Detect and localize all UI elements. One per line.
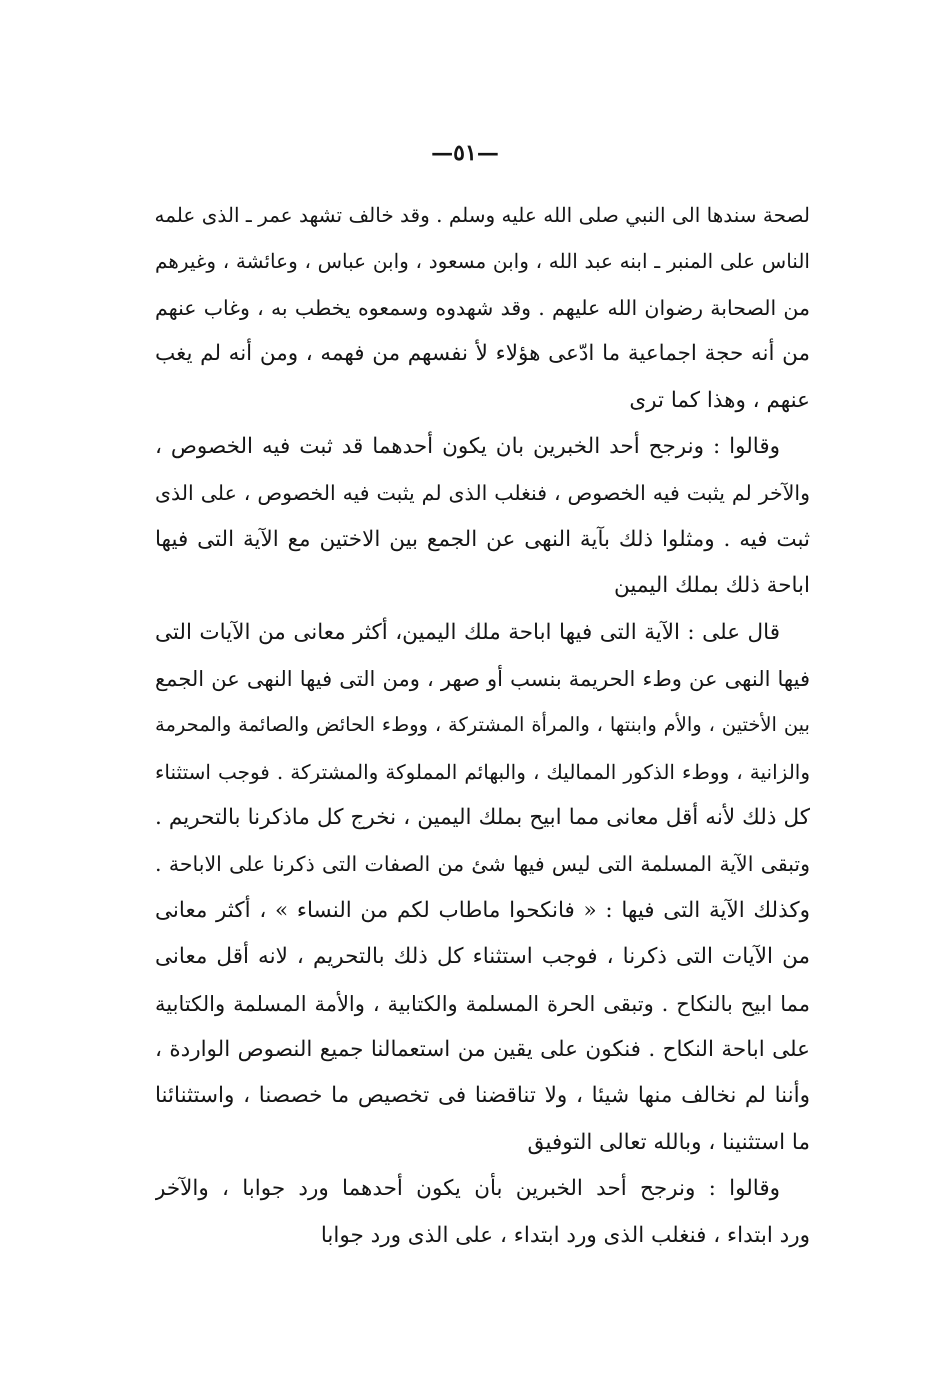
text-line: ورد ابتداء ، فنغلب الذى ورد ابتداء ، على الذى ورد جوابا — [320, 1222, 810, 1248]
text-line: بين الأختين ، والأم وابنتها ، والمرأة المشتركة ، ووطء الحائض والصائمة والمحرمة — [155, 713, 810, 737]
text-line: وكذلك الآية التى فيها : « فانكحوا ماطاب لكم من النساء » ، أكثر معانى — [155, 897, 810, 923]
text-line: وأننا لم نخالف منها شيئا ، ولا تناقضنا فى تخصيص ما خصصنا ، واستثنائنا — [155, 1083, 810, 1109]
text-line: اباحة ذلك بملك اليمين — [613, 573, 810, 599]
text-line: كل ذلك لأنه أقل معانى مما ابيح بملك اليمين ، نخرج كل ماذكرنا بالتحريم . — [155, 805, 810, 831]
text-line: الناس على المنبر ـ ابنه عبد الله ، وابن مسعود ، وابن عباس ، وعائشة ، وغيرهم — [155, 249, 810, 274]
text-line: من الآيات التى ذكرنا ، فوجب استثناء كل ذلك بالتحريم ، لانه أقل معانى — [155, 944, 810, 970]
text-line: مما ابيح بالنكاح . وتبقى الحرة المسلمة والكتابية ، والأمة المسلمة والكتابية — [155, 991, 810, 1016]
text-line: فيها النهى عن وطء الحريمة بنسب أو صهر ، ومن التى فيها النهى عن الجمع — [155, 666, 810, 691]
text-line: والزانية ، ووطء الذكور المماليك ، والبهائم المملوكة والمشتركة . فوجب استثناء — [155, 759, 810, 784]
text-line: على اباحة النكاح . فنكون على يقين من استعمالنا جميع النصوص الواردة ، — [155, 1037, 810, 1063]
text-line: ثبت فيه . ومثلوا ذلك بآية النهى عن الجمع بين الاختين مع الآية التى فيها — [155, 526, 810, 552]
text-line: وقالوا : ونرجح أحد الخبرين بأن يكون أحدهما ورد جوابا ، والآخر — [155, 1176, 780, 1202]
text-line: والآخر لم يثبت فيه الخصوص ، فنغلب الذى لم يثبت فيه الخصوص ، على الذى — [155, 481, 810, 506]
text-line: قال على : الآية التى فيها اباحة ملك اليمين، أكثر معانى من الآيات التى — [155, 619, 780, 645]
text-line: من الصحابة رضوان الله عليهم . وقد شهدوه وسمعوه يخطب به ، وغاب عنهم — [155, 295, 810, 320]
text-line: وتبقى الآية المسلمة التى ليس فيها شئ من الصفات التى ذكرنا على الاباحة . — [155, 852, 810, 877]
text-line: لصحة سندها الى النبي صلى الله عليه وسلم . وقد خالف تشهد عمر ـ الذى علمه — [155, 203, 810, 227]
text-line: وقالوا : ونرجح أحد الخبرين بان يكون أحدهما قد ثبت فيه الخصوص ، — [155, 433, 780, 459]
text-line: ما استثنينا ، وبالله تعالى التوفيق — [527, 1129, 810, 1155]
text-line: من أنه حجة اجماعية ما ادّعى هؤلاء لأ نفسهم من فهمه ، ومن أنه لم يغب — [155, 341, 810, 367]
page-body-text — [155, 192, 810, 1259]
text-line: عنهم ، وهذا كما ترى — [629, 387, 810, 413]
page-number: —٥١— — [431, 140, 499, 166]
